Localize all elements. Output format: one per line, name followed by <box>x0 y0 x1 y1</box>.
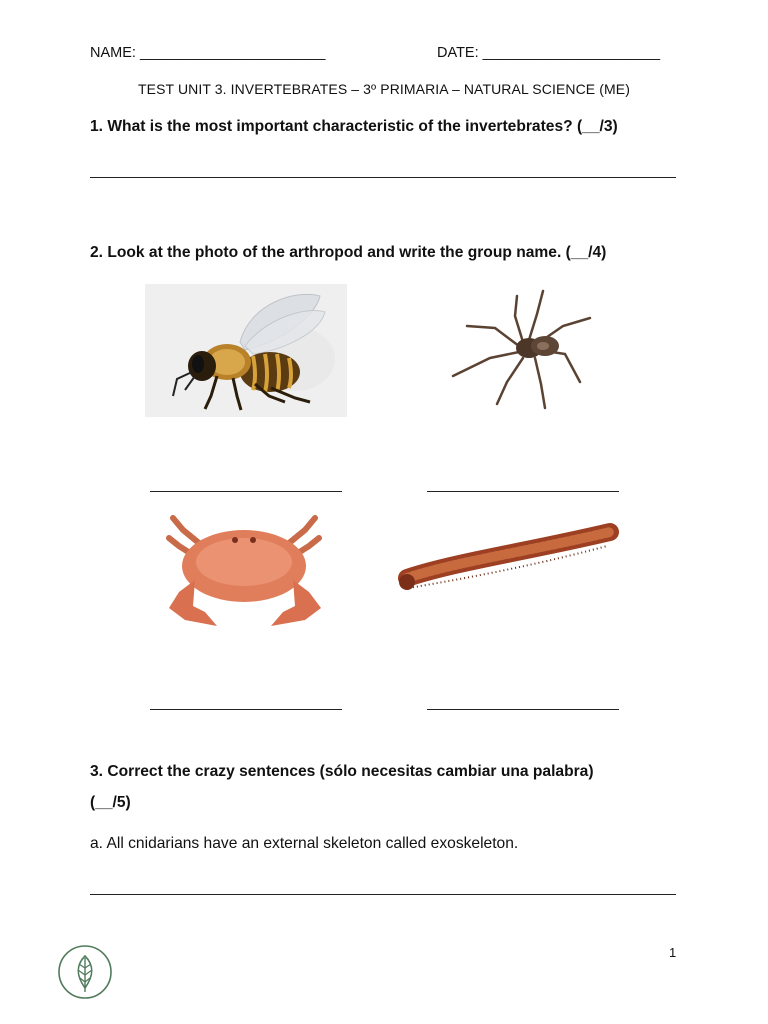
question-3: 3. Correct the crazy sentences (sólo necesitas cambiar una palabra) <box>90 763 594 780</box>
question-3-points: (__/5) <box>90 794 131 811</box>
page-number: 1 <box>669 945 677 960</box>
leaf-logo-icon <box>57 944 113 1000</box>
millipede-photo <box>395 522 620 610</box>
name-field-label: NAME: _______________________ <box>90 45 326 61</box>
spider-photo <box>445 286 620 416</box>
date-field-label: DATE: ______________________ <box>437 45 661 61</box>
answer-line-millipede[interactable] <box>427 709 619 710</box>
test-title: TEST UNIT 3. INVERTEBRATES – 3º PRIMARIA – NATURAL SCIENCE (ME) <box>138 81 630 97</box>
bee-photo <box>145 284 347 417</box>
question-1: 1. What is the most important characteristic of the invertebrates? (__/3) <box>90 118 618 135</box>
question-2: 2. Look at the photo of the arthropod and write the group name. (__/4) <box>90 244 607 261</box>
answer-line-crab[interactable] <box>150 709 342 710</box>
answer-line-spider[interactable] <box>427 491 619 492</box>
answer-line-sentence-a[interactable] <box>90 894 676 895</box>
sentence-a: a. All cnidarians have an external skeleton called exoskeleton. <box>90 835 519 852</box>
answer-line-bee[interactable] <box>150 491 342 492</box>
answer-line-q1 <box>90 177 676 178</box>
crab-photo <box>155 508 333 636</box>
